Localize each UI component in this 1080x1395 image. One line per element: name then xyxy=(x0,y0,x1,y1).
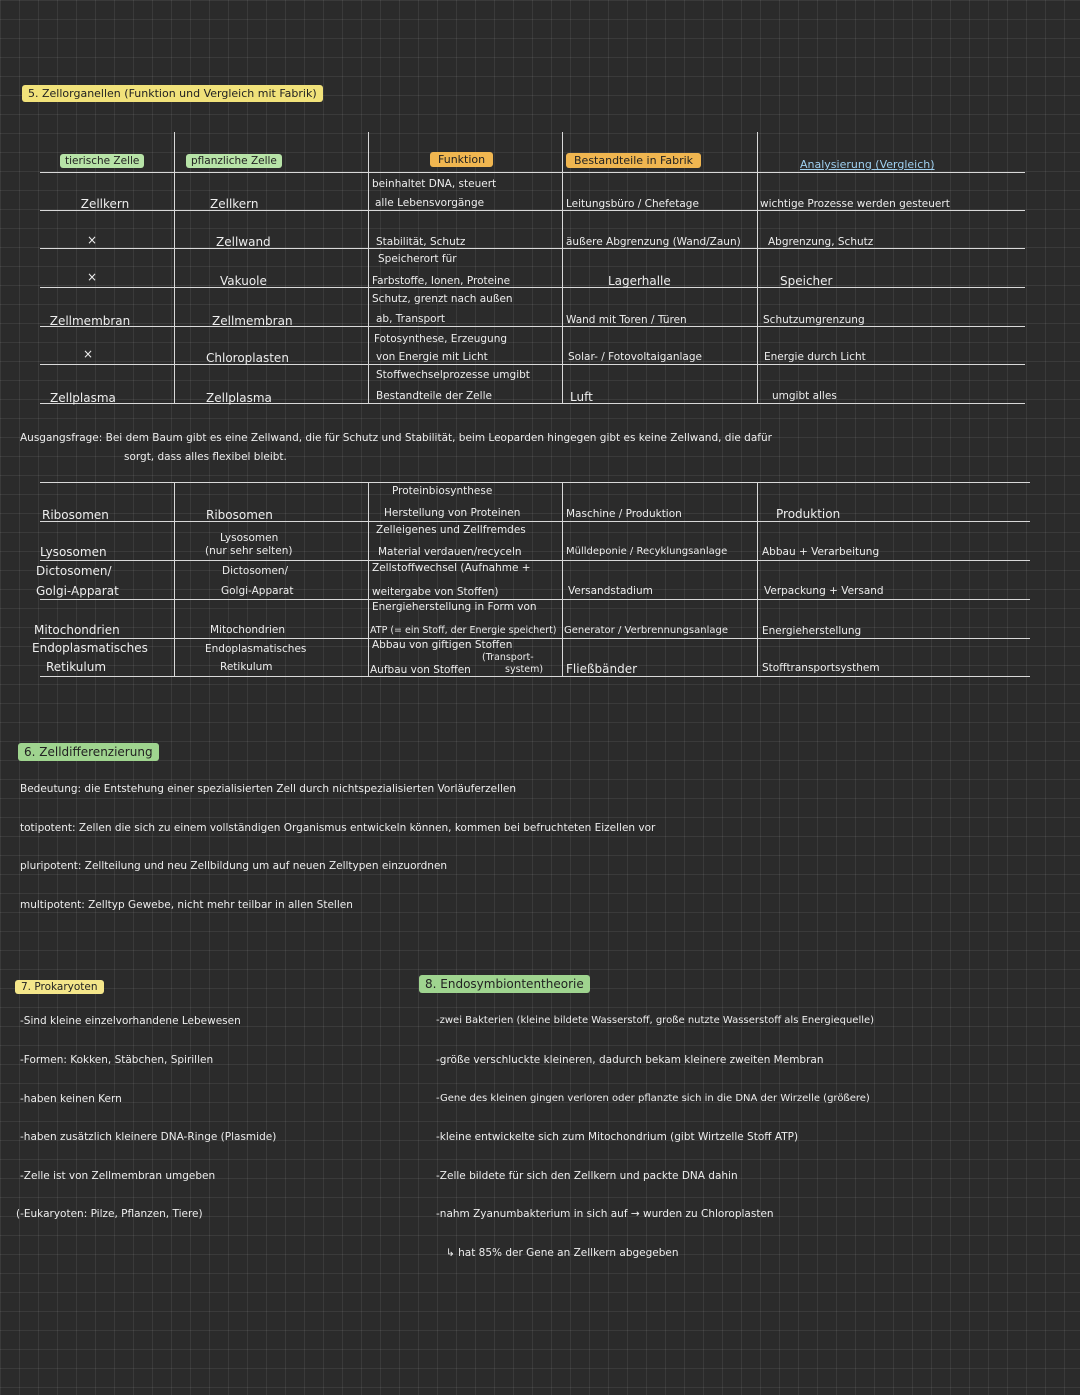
plant2-row: Ribosomen xyxy=(206,508,273,522)
sec8-line: -kleine entwickelte sich zum Mitochondrium (gibt Wirtzelle Stoff ATP) xyxy=(436,1131,799,1143)
function-line: ab, Transport xyxy=(376,313,446,325)
header-factory: Bestandteile in Fabrik xyxy=(566,155,701,167)
header-analysis: Analysierung (Vergleich) xyxy=(800,158,935,171)
table1-column-rule xyxy=(368,132,369,403)
table2-column-rule xyxy=(562,482,563,676)
plant-row-3: Vakuole xyxy=(220,274,267,288)
sec8-line: -Zelle bildete für sich den Zellkern und packte DNA dahin xyxy=(436,1170,738,1182)
animal2-row: Lysosomen xyxy=(40,545,107,559)
function-line: Schutz, grenzt nach außen xyxy=(372,293,513,305)
animal2-row: Endoplasmatisches xyxy=(32,641,148,655)
table1-column-rule xyxy=(562,132,563,403)
function2-line: (Transport- xyxy=(482,652,534,663)
function2-line: Abbau von giftigen Stoffen xyxy=(372,639,513,651)
table2-column-rule xyxy=(757,482,758,676)
function-line: Stoffwechselprozesse umgibt xyxy=(376,369,530,381)
factory-row-5: Solar- / Fotovoltaiganlage xyxy=(568,351,702,363)
analysis-row-1: wichtige Prozesse werden gesteuert xyxy=(760,198,950,210)
plant2-row: Golgi-Apparat xyxy=(221,585,294,597)
analysis2-row: Abbau + Verarbeitung xyxy=(762,546,880,558)
factory2-row: Mülldeponie / Recyklungsanlage xyxy=(566,546,728,557)
factory2-row: Fließbänder xyxy=(566,662,638,676)
sec7-line: -Formen: Kokken, Stäbchen, Spirillen xyxy=(20,1054,214,1066)
function2-line: ATP (= ein Stoff, der Energie speichert) xyxy=(370,625,557,636)
analysis-row-4: Schutzumgrenzung xyxy=(763,314,865,326)
plant2-row: Endoplasmatisches xyxy=(205,643,307,655)
analysis-row-2: Abgrenzung, Schutz xyxy=(768,236,874,248)
sec8-line: -größe verschluckte kleineren, dadurch bekam kleinere zweiten Membran xyxy=(436,1054,824,1066)
sec6-line-bedeutung: Bedeutung: die Entstehung einer spezialisierten Zell durch nichtspezialisierten Vorläuferzellen xyxy=(20,783,517,795)
sec7-line: -Sind kleine einzelvorhandene Lebewesen xyxy=(20,1015,241,1027)
animal-row-3: × xyxy=(86,270,98,284)
plant-row-2: Zellwand xyxy=(216,235,271,249)
table1-header-rule xyxy=(40,172,1025,173)
function2-line: Aufbau von Stoffen xyxy=(370,664,471,676)
sec8-line: -Gene des kleinen gingen verloren oder pflanzte sich in die DNA der Wirzelle (größere) xyxy=(436,1093,870,1104)
sec6-line-pluripotent: pluripotent: Zellteilung und neu Zellbildung um auf neuen Zelltypen einzuordnen xyxy=(20,860,448,872)
sec7-line: -haben zusätzlich kleinere DNA-Ringe (Plasmide) xyxy=(20,1131,277,1143)
function2-line: Material verdauen/recyceln xyxy=(378,546,522,558)
animal-row-6: Zellplasma xyxy=(50,391,116,405)
plant-row-1: Zellkern xyxy=(210,197,259,211)
table2-column-rule xyxy=(368,482,369,676)
table1-rule xyxy=(40,287,1025,288)
function-line: Farbstoffe, Ionen, Proteine xyxy=(372,275,511,287)
table2-rule xyxy=(40,482,1030,483)
sec8-line: -zwei Bakterien (kleine bildete Wasserstoff, große nutzte Wasserstoff als Energiequelle) xyxy=(436,1015,875,1026)
function2-line: Proteinbiosynthese xyxy=(392,485,493,497)
table1-rule xyxy=(40,403,1025,404)
analysis2-row: Verpackung + Versand xyxy=(764,585,884,597)
section-5-heading: 5. Zellorganellen (Funktion und Vergleich mit Fabrik) xyxy=(22,82,323,101)
function2-line: Herstellung von Proteinen xyxy=(384,507,521,519)
table1-rule xyxy=(40,326,1025,327)
plant2-row: Mitochondrien xyxy=(210,624,286,636)
analysis-row-6: umgibt alles xyxy=(772,390,837,402)
animal-row-2: × xyxy=(86,233,98,247)
function-line: beinhaltet DNA, steuert xyxy=(372,178,497,190)
table1-column-rule xyxy=(757,132,758,403)
factory-row-6: Luft xyxy=(570,390,593,404)
function2-line: Energieherstellung in Form von xyxy=(372,601,537,613)
section-6-heading: 6. Zelldifferenzierung xyxy=(18,741,159,760)
section-7-heading: 7. Prokaryoten xyxy=(15,975,104,994)
question-line-1: Ausgangsfrage: Bei dem Baum gibt es eine Zellwand, die für Schutz und Stabilität, beim Leoparden hingegen gibt es keine Zellwand, die dafür xyxy=(20,432,772,444)
animal2-row: Dictosomen/ xyxy=(36,564,112,578)
analysis-row-5: Energie durch Licht xyxy=(764,351,866,363)
function-line: Fotosynthese, Erzeugung xyxy=(374,333,508,345)
factory-row-4: Wand mit Toren / Türen xyxy=(566,314,687,326)
function2-line: weitergabe von Stoffen) xyxy=(372,586,499,598)
table2-rule xyxy=(40,599,1030,600)
plant-row-4: Zellmembran xyxy=(212,314,293,328)
section-8-heading: 8. Endosymbiontentheorie xyxy=(419,973,590,992)
function-line: alle Lebensvorgänge xyxy=(375,197,485,209)
function2-line: system) xyxy=(505,664,544,675)
table1-rule xyxy=(40,248,1025,249)
sec8-line: -nahm Zyanumbakterium in sich auf → wurden zu Chloroplasten xyxy=(436,1208,774,1220)
sec7-line: (-Eukaryoten: Pilze, Pflanzen, Tiere) xyxy=(16,1208,203,1220)
function-line: von Energie mit Licht xyxy=(376,351,488,363)
sec8-line: ↳ hat 85% der Gene an Zellkern abgegeben xyxy=(446,1247,679,1259)
function-line: Bestandteile der Zelle xyxy=(376,390,492,402)
function-line: Speicherort für xyxy=(378,253,457,265)
plant2-row: Retikulum xyxy=(220,661,273,673)
question-line-2: sorgt, dass alles flexibel bleibt. xyxy=(124,451,287,463)
analysis2-row: Stofftransportsysthem xyxy=(762,662,880,674)
table2-column-rule xyxy=(174,482,175,676)
factory2-row: Maschine / Produktion xyxy=(566,508,682,520)
table1-rule xyxy=(40,364,1025,365)
table1-rule xyxy=(40,210,1025,211)
header-animal-cell: tierische Zelle xyxy=(60,155,144,167)
animal2-row: Ribosomen xyxy=(42,508,109,522)
table2-rule xyxy=(40,638,1030,639)
animal2-row: Retikulum xyxy=(46,660,107,674)
factory2-row: Generator / Verbrennungsanlage xyxy=(564,625,729,636)
animal2-row: Mitochondrien xyxy=(34,623,120,637)
factory-row-1: Leitungsbüro / Chefetage xyxy=(566,198,699,210)
plant2-row: (nur sehr selten) xyxy=(205,545,293,557)
factory2-row: Versandstadium xyxy=(568,585,653,597)
sec6-line-multipotent: multipotent: Zelltyp Gewebe, nicht mehr teilbar in allen Stellen xyxy=(20,899,353,911)
analysis2-row: Energieherstellung xyxy=(762,625,862,637)
table2-rule xyxy=(40,560,1030,561)
animal2-row: Golgi-Apparat xyxy=(36,584,119,598)
animal-row-1: Zellkern xyxy=(80,197,130,211)
animal-row-4: Zellmembran xyxy=(49,314,131,328)
analysis2-row: Produktion xyxy=(776,507,841,521)
plant2-row: Dictosomen/ xyxy=(222,565,289,577)
analysis-row-3: Speicher xyxy=(780,274,833,288)
plant2-row: Lysosomen xyxy=(220,532,279,544)
factory-row-2: äußere Abgrenzung (Wand/Zaun) xyxy=(566,236,741,248)
function2-line: Zellstoffwechsel (Aufnahme + xyxy=(372,562,531,574)
sec7-line: -haben keinen Kern xyxy=(20,1093,122,1105)
table2-rule xyxy=(40,676,1030,677)
plant-row-5: Chloroplasten xyxy=(206,351,289,365)
sec6-line-totipotent: totipotent: Zellen die sich zu einem vollständigen Organismus entwickeln können, kommen bei befruchteten Eizellen vor xyxy=(20,822,656,834)
header-function: Funktion xyxy=(430,154,493,166)
sec7-line: -Zelle ist von Zellmembran umgeben xyxy=(20,1170,216,1182)
function2-line: Zelleigenes und Zellfremdes xyxy=(376,524,526,536)
plant-row-6: Zellplasma xyxy=(206,391,272,405)
factory-row-3: Lagerhalle xyxy=(608,274,671,288)
table2-rule xyxy=(40,521,1030,522)
animal-row-5: × xyxy=(82,347,94,361)
table1-column-rule xyxy=(174,132,175,403)
function-line: Stabilität, Schutz xyxy=(376,236,466,248)
header-plant-cell: pflanzliche Zelle xyxy=(186,155,282,167)
